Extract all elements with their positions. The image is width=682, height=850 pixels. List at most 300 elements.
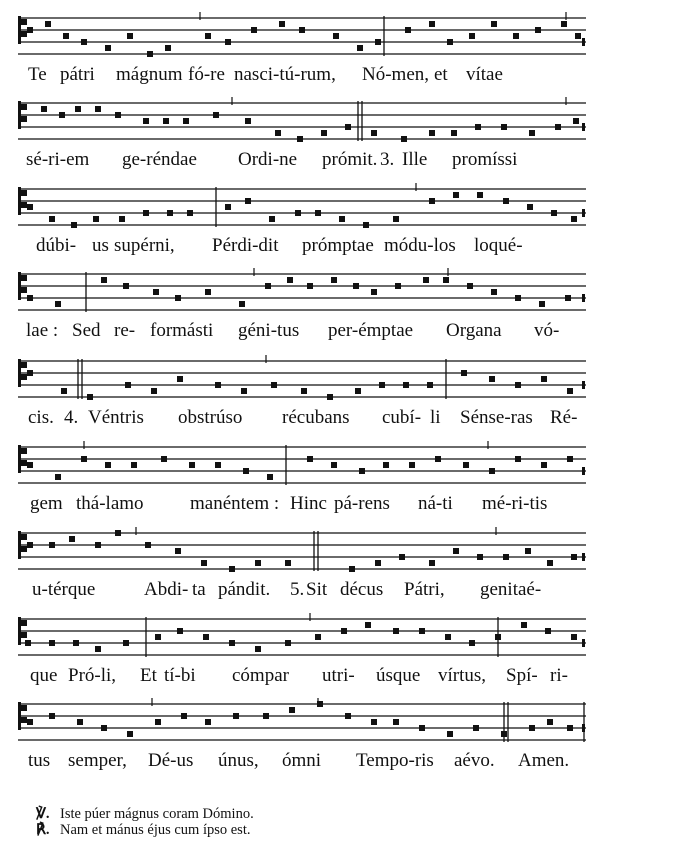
neume-note — [315, 210, 321, 216]
neume-note — [445, 634, 451, 640]
neume-note — [393, 216, 399, 222]
neume-note — [75, 106, 81, 112]
lyric-word: sé-ri-em — [26, 149, 90, 170]
neume-note — [289, 707, 295, 713]
response-line — [36, 822, 250, 838]
lyric-word: 5. — [290, 579, 305, 600]
neume-note — [501, 731, 507, 737]
custos-mark — [582, 381, 585, 389]
neume-note — [371, 289, 377, 295]
neume-note — [27, 542, 33, 548]
lyric-word: ómni — [282, 750, 322, 771]
neume-note — [155, 634, 161, 640]
lyric-word: ná-ti — [418, 493, 453, 514]
neume-note — [251, 27, 257, 33]
neume-note — [153, 289, 159, 295]
neume-note — [443, 277, 449, 283]
lyric-word: géni-tus — [238, 320, 300, 341]
lyric-word: Pró-li, — [68, 665, 117, 686]
lyric-word: Tempo-ris — [356, 750, 434, 771]
neume-note — [429, 21, 435, 27]
lyric-word: cómpar — [232, 665, 289, 686]
neume-note — [541, 376, 547, 382]
neume-note — [571, 216, 577, 222]
neume-note — [567, 388, 573, 394]
lyric-word: li — [430, 407, 441, 428]
lyric-line — [20, 665, 600, 687]
neume-note — [95, 646, 101, 652]
versicle-symbol: ℣. — [36, 806, 50, 822]
lyric-word: 3. — [380, 149, 395, 170]
response-symbol: ℟. — [36, 822, 50, 838]
neume-note — [147, 51, 153, 57]
lyric-word: vírtus, — [438, 665, 487, 686]
neume-note — [225, 204, 231, 210]
lyric-word: Sénse-ras — [460, 407, 533, 428]
neume-note — [55, 301, 61, 307]
neume-note — [365, 622, 371, 628]
neume-note — [215, 382, 221, 388]
lyric-word: aévo. — [454, 750, 495, 771]
neume-note — [327, 394, 333, 400]
lyric-word: utri- — [322, 665, 355, 686]
lyric-word: Hinc — [290, 493, 327, 514]
neume-note — [145, 542, 151, 548]
neume-note — [555, 124, 561, 130]
neume-note — [205, 289, 211, 295]
neume-note — [279, 21, 285, 27]
neume-note — [353, 283, 359, 289]
neume-note — [463, 462, 469, 468]
neume-note — [61, 388, 67, 394]
neume-note — [321, 130, 327, 136]
neume-note — [215, 462, 221, 468]
neume-note — [267, 474, 273, 480]
lyric-word: semper, — [68, 750, 127, 771]
lyric-word: lae : — [26, 320, 59, 341]
neume-note — [183, 118, 189, 124]
lyric-word: Véntris — [88, 407, 144, 428]
lyric-line — [20, 750, 600, 772]
custos-mark — [582, 553, 585, 561]
chant-system — [18, 441, 586, 515]
neume-note — [69, 536, 75, 542]
four-line-staff — [18, 613, 586, 663]
lyric-word: pándit. — [218, 579, 271, 600]
neume-note — [123, 640, 129, 646]
neume-note — [375, 39, 381, 45]
neume-note — [363, 222, 369, 228]
lyric-word: Et — [140, 665, 157, 686]
versicle-line — [36, 806, 254, 822]
lyric-word: únus, — [218, 750, 259, 771]
neume-note — [461, 370, 467, 376]
lyric-line — [20, 235, 600, 257]
neume-note — [307, 283, 313, 289]
lyric-word: 4. — [64, 407, 79, 428]
neume-note — [123, 283, 129, 289]
custos-mark — [582, 209, 585, 217]
neume-note — [73, 640, 79, 646]
lyric-word: supérni, — [114, 235, 175, 256]
neume-note — [547, 560, 553, 566]
neume-note — [27, 719, 33, 725]
neume-note — [201, 560, 207, 566]
chant-system — [18, 12, 586, 86]
lyric-word: úsque — [376, 665, 421, 686]
lyric-word: Ordi-ne — [238, 149, 298, 170]
lyric-word: Amen. — [518, 750, 570, 771]
neume-note — [395, 283, 401, 289]
four-line-staff — [18, 441, 586, 491]
neume-note — [467, 283, 473, 289]
neume-note — [307, 456, 313, 462]
neume-note — [333, 33, 339, 39]
chant-system — [18, 268, 586, 342]
neume-note — [59, 112, 65, 118]
four-line-staff — [18, 268, 586, 318]
neume-note — [383, 462, 389, 468]
lyric-word: formásti — [150, 320, 214, 341]
four-line-staff — [18, 355, 586, 405]
lyric-word: Ille — [402, 149, 428, 170]
neume-note — [451, 130, 457, 136]
neume-note — [539, 301, 545, 307]
lyric-word: re- — [114, 320, 136, 341]
neume-note — [429, 198, 435, 204]
lyric-line — [20, 493, 600, 515]
lyric-word: promíssi — [452, 149, 518, 170]
neume-note — [115, 530, 121, 536]
neume-note — [285, 640, 291, 646]
neume-note — [245, 118, 251, 124]
neume-note — [357, 45, 363, 51]
neume-note — [269, 216, 275, 222]
neume-note — [489, 468, 495, 474]
lyric-word: Abdi- — [144, 579, 189, 600]
four-line-staff — [18, 97, 586, 147]
neume-note — [151, 388, 157, 394]
neume-note — [503, 198, 509, 204]
custos-mark — [582, 639, 585, 647]
lyric-word: Spí- — [506, 665, 538, 686]
lyric-word: Te — [28, 64, 47, 85]
neume-note — [175, 295, 181, 301]
neume-note — [187, 210, 193, 216]
neume-note — [513, 33, 519, 39]
lyric-word: Nó-men, — [362, 64, 430, 85]
neume-note — [163, 118, 169, 124]
neume-note — [245, 198, 251, 204]
neume-note — [345, 713, 351, 719]
neume-note — [27, 204, 33, 210]
neume-note — [475, 124, 481, 130]
lyric-word: ge-réndae — [122, 149, 197, 170]
neume-note — [165, 45, 171, 51]
neume-note — [95, 542, 101, 548]
bar-line — [78, 359, 82, 399]
bar-line — [584, 702, 586, 742]
neume-note — [287, 277, 293, 283]
lyric-word: Organa — [446, 320, 502, 341]
neume-note — [295, 210, 301, 216]
neume-note — [501, 124, 507, 130]
four-line-staff — [18, 527, 586, 577]
neume-note — [393, 719, 399, 725]
neume-note — [77, 719, 83, 725]
neume-note — [405, 27, 411, 33]
neume-note — [339, 216, 345, 222]
lyric-word: obstrúso — [178, 407, 243, 428]
lyric-word: mé-ri-tis — [482, 493, 548, 514]
neume-note — [491, 289, 497, 295]
neume-note — [189, 462, 195, 468]
four-line-staff — [18, 698, 586, 748]
neume-note — [453, 192, 459, 198]
neume-note — [371, 130, 377, 136]
lyric-word: prómptae — [302, 235, 374, 256]
lyric-word: Dé-us — [148, 750, 194, 771]
neume-note — [317, 701, 323, 707]
neume-note — [105, 462, 111, 468]
bar-line — [358, 101, 362, 141]
neume-note — [503, 554, 509, 560]
neume-note — [545, 628, 551, 634]
custos-mark — [582, 724, 585, 732]
chant-system — [18, 183, 586, 257]
neume-note — [571, 554, 577, 560]
neume-note — [491, 21, 497, 27]
chant-system — [18, 97, 586, 171]
lyric-word: u-térque — [32, 579, 96, 600]
lyric-line — [20, 407, 600, 429]
neume-note — [297, 136, 303, 142]
neume-note — [573, 118, 579, 124]
neume-note — [359, 468, 365, 474]
neume-note — [447, 39, 453, 45]
chant-system — [18, 527, 586, 601]
neume-note — [419, 725, 425, 731]
neume-note — [341, 628, 347, 634]
neume-note — [93, 216, 99, 222]
neume-note — [521, 622, 527, 628]
neume-note — [349, 566, 355, 572]
lyric-word: nasci-tú-rum, — [234, 64, 336, 85]
neume-note — [331, 462, 337, 468]
neume-note — [127, 33, 133, 39]
neume-note — [469, 640, 475, 646]
neume-note — [515, 295, 521, 301]
lyric-word: loqué- — [474, 235, 523, 256]
neume-note — [473, 725, 479, 731]
neume-note — [285, 560, 291, 566]
neume-note — [547, 719, 553, 725]
neume-note — [489, 376, 495, 382]
lyric-word: cubí- — [382, 407, 422, 428]
lyric-word: décus — [340, 579, 384, 600]
neume-note — [49, 640, 55, 646]
neume-note — [155, 719, 161, 725]
lyric-line — [20, 149, 600, 171]
neume-note — [131, 462, 137, 468]
neume-note — [495, 634, 501, 640]
response-text: Nam et mánus éjus cum ípso est. — [60, 822, 251, 838]
neume-note — [515, 456, 521, 462]
neume-note — [575, 33, 581, 39]
neume-note — [275, 130, 281, 136]
lyric-word: que — [30, 665, 58, 686]
neume-note — [255, 646, 261, 652]
neume-note — [243, 468, 249, 474]
lyric-word: prómit. — [322, 149, 378, 170]
neume-note — [423, 277, 429, 283]
neume-note — [233, 713, 239, 719]
neume-note — [561, 21, 567, 27]
lyric-word: Sed — [72, 320, 101, 341]
neume-note — [55, 474, 61, 480]
neume-note — [529, 130, 535, 136]
lyric-line — [20, 64, 600, 86]
lyric-word: tus — [28, 750, 51, 771]
neume-note — [565, 295, 571, 301]
lyric-word: cis. — [28, 407, 54, 428]
neume-note — [25, 640, 31, 646]
lyric-word: módu-los — [384, 235, 456, 256]
lyric-word: thá-lamo — [76, 493, 144, 514]
chant-system — [18, 613, 586, 687]
neume-note — [95, 106, 101, 112]
lyric-word: vítae — [466, 64, 503, 85]
neume-note — [265, 283, 271, 289]
four-line-staff — [18, 12, 586, 62]
neume-note — [477, 192, 483, 198]
lyric-word: vó- — [534, 320, 560, 341]
neume-note — [429, 130, 435, 136]
neume-note — [213, 112, 219, 118]
neume-note — [241, 388, 247, 394]
lyric-word: pá-rens — [334, 493, 390, 514]
lyric-word: récubans — [282, 407, 350, 428]
neume-note — [115, 112, 121, 118]
neume-note — [255, 560, 261, 566]
lyric-word: fó-re — [188, 64, 225, 85]
neume-note — [331, 277, 337, 283]
neume-note — [27, 370, 33, 376]
neume-note — [63, 33, 69, 39]
neume-note — [529, 725, 535, 731]
lyric-word: dúbi- — [36, 235, 77, 256]
neume-note — [525, 548, 531, 554]
four-line-staff — [18, 183, 586, 233]
neume-note — [203, 634, 209, 640]
neume-note — [27, 462, 33, 468]
neume-note — [399, 554, 405, 560]
neume-note — [119, 216, 125, 222]
neume-note — [447, 731, 453, 737]
lyric-word: mágnum — [116, 64, 183, 85]
lyric-word: Pátri, — [404, 579, 445, 600]
bar-line — [314, 531, 318, 571]
lyric-word: per-émptae — [328, 320, 414, 341]
neume-note — [551, 210, 557, 216]
lyric-word: genitaé- — [480, 579, 542, 600]
neume-note — [567, 725, 573, 731]
neume-note — [527, 204, 533, 210]
neume-note — [379, 382, 385, 388]
neume-note — [271, 382, 277, 388]
neume-note — [181, 713, 187, 719]
neume-note — [27, 295, 33, 301]
neume-note — [177, 628, 183, 634]
custos-mark — [582, 294, 585, 302]
neume-note — [205, 719, 211, 725]
neume-note — [143, 118, 149, 124]
lyric-word: gem — [30, 493, 63, 514]
neume-note — [453, 548, 459, 554]
neume-note — [371, 719, 377, 725]
neume-note — [205, 33, 211, 39]
neume-note — [175, 548, 181, 554]
versicle-text: Iste púer mágnus coram Dómino. — [60, 806, 254, 822]
neume-note — [49, 713, 55, 719]
custos-mark — [582, 467, 585, 475]
neume-note — [101, 277, 107, 283]
neume-note — [125, 382, 131, 388]
neume-note — [167, 210, 173, 216]
neume-note — [393, 628, 399, 634]
neume-note — [403, 382, 409, 388]
neume-note — [315, 634, 321, 640]
neume-note — [41, 106, 47, 112]
lyric-word: pátri — [60, 64, 95, 85]
neume-note — [161, 456, 167, 462]
lyric-word: ta — [192, 579, 206, 600]
neume-note — [571, 634, 577, 640]
neume-note — [81, 456, 87, 462]
neume-note — [263, 713, 269, 719]
neume-note — [375, 560, 381, 566]
neume-note — [477, 554, 483, 560]
lyric-word: Sit — [306, 579, 328, 600]
neume-note — [143, 210, 149, 216]
neume-note — [435, 456, 441, 462]
neume-note — [101, 725, 107, 731]
neume-note — [345, 124, 351, 130]
lyric-word: us — [92, 235, 109, 256]
neume-note — [469, 33, 475, 39]
neume-note — [239, 301, 245, 307]
custos-mark — [582, 38, 585, 46]
lyric-word: et — [434, 64, 448, 85]
lyric-word: ri- — [550, 665, 568, 686]
neume-note — [419, 628, 425, 634]
neume-note — [229, 566, 235, 572]
neume-note — [401, 136, 407, 142]
neume-note — [567, 456, 573, 462]
neume-note — [45, 21, 51, 27]
neume-note — [177, 376, 183, 382]
neume-note — [27, 27, 33, 33]
custos-mark — [582, 123, 585, 131]
neume-note — [427, 382, 433, 388]
neume-note — [535, 27, 541, 33]
neume-note — [225, 39, 231, 45]
neume-note — [515, 382, 521, 388]
neume-note — [299, 27, 305, 33]
neume-note — [71, 222, 77, 228]
neume-note — [105, 45, 111, 51]
neume-note — [49, 542, 55, 548]
